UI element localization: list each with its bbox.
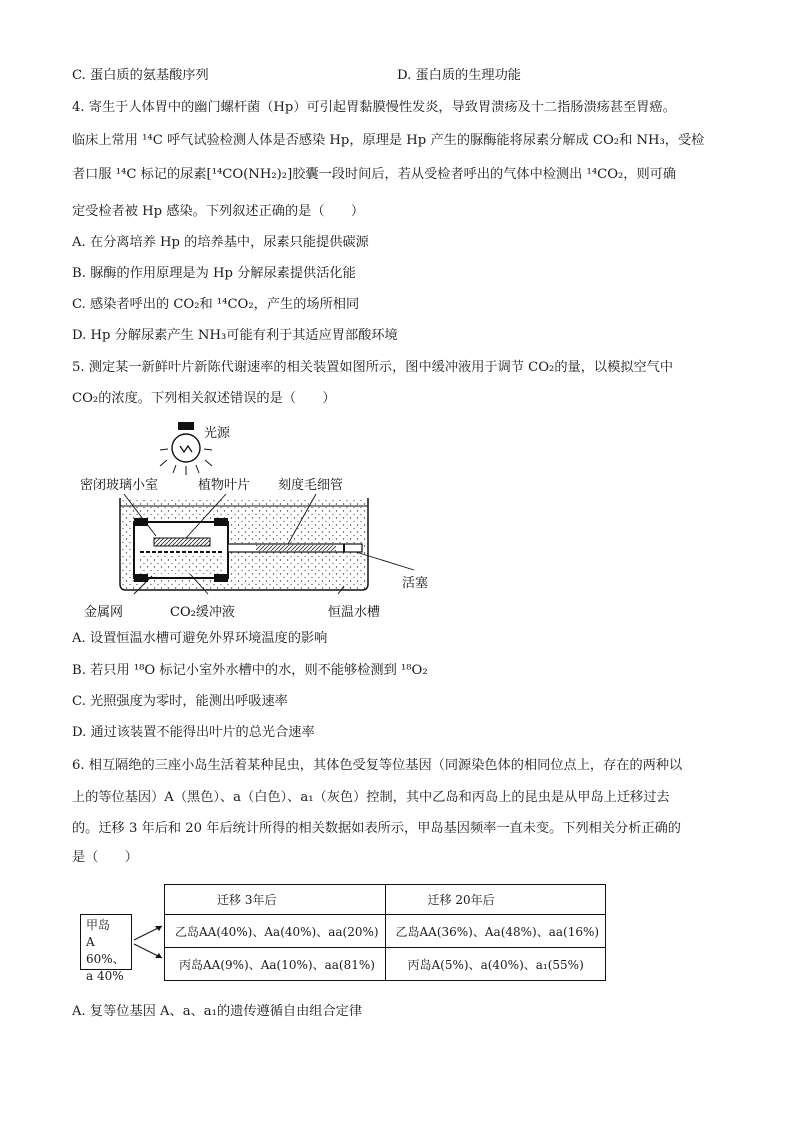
- q6-option-a: A. 复等位基因 A、a、a₁的遗传遵循自由组合定律: [72, 1004, 363, 1019]
- cell-yi-20y: 乙岛AA(36%)、Aa(48%)、aa(16%): [385, 915, 606, 948]
- label-piston: 活塞: [402, 576, 429, 591]
- header-3-years: 迁移 3年后: [165, 885, 386, 915]
- label-metal-mesh: 金属网: [84, 605, 124, 620]
- label-buffer: CO₂缓冲液: [170, 605, 235, 620]
- apparatus-figure: [76, 418, 436, 624]
- source-island-a-lower: a 40%: [86, 969, 124, 983]
- q4-stem-line4: 定受检者被 Hp 感染。下列叙述正确的是（ ）: [72, 204, 365, 219]
- q5-option-b: B. 若只用 ¹⁸O 标记小室外水槽中的水，则不能够检测到 ¹⁸O₂: [72, 663, 428, 678]
- migration-arrows: [132, 914, 168, 970]
- q5-stem-line2: CO₂的浓度。下列相关叙述错误的是（ ）: [72, 391, 336, 406]
- leaf: [154, 538, 210, 546]
- q4-option-d: D. Hp 分解尿素产生 NH₃可能有利于其适应胃部酸环境: [72, 328, 398, 343]
- label-chamber: 密闭玻璃小室: [80, 478, 159, 493]
- gene-frequency-table: [164, 884, 606, 981]
- q4-option-c: C. 感染者呼出的 CO₂和 ¹⁴CO₂，产生的场所相同: [72, 297, 360, 312]
- q4-stem-line2: 临床上常用 ¹⁴C 呼气试验检测人体是否感染 Hp，原理是 Hp 产生的脲酶能将尿素分解成 CO₂和 NH₃，受检: [72, 133, 705, 148]
- q6-stem-line4: 是（ ）: [72, 850, 138, 865]
- option-d-q3: D. 蛋白质的生理功能: [397, 68, 521, 83]
- label-water-bath: 恒温水槽: [328, 605, 381, 620]
- q4-option-b: B. 脲酶的作用原理是为 Hp 分解尿素提供活化能: [72, 266, 356, 281]
- q5-stem-line1: 5. 测定某一新鲜叶片新陈代谢速率的相关装置如图所示，图中缓冲液用于调节 CO₂的量，以模拟空气中: [72, 360, 674, 375]
- source-island-box: [80, 914, 132, 983]
- source-island-name: 甲岛: [86, 918, 111, 932]
- source-island-a-upper: A 60%、: [86, 935, 125, 966]
- label-light-source: 光源: [204, 426, 231, 441]
- label-leaf: 植物叶片: [198, 478, 251, 493]
- q6-stem-line1: 6. 相互隔绝的三座小岛生活着某种昆虫，其体色受复等位基因（同源染色体的相同位点上，存在的两种以: [72, 758, 683, 773]
- q6-stem-line2: 上的等位基因）A（黑色）、a（白色）、a₁（灰色）控制，其中乙岛和丙岛上的昆虫是从甲岛上迁移过去: [72, 790, 670, 805]
- cell-bing-3y: 丙岛AA(9%)、Aa(10%)、aa(81%): [165, 948, 386, 981]
- header-20-years: 迁移 20年后: [385, 885, 606, 915]
- q6-stem-line3: 的。迁移 3 年后和 20 年后统计所得的相关数据如表所示，甲岛基因频率一直未变。下列相关分析正确的: [72, 821, 681, 836]
- option-c-q3: C. 蛋白质的氨基酸序列: [72, 68, 209, 83]
- gene-frequency-figure: [80, 884, 610, 984]
- cell-bing-20y: 丙岛A(5%)、a(40%)、a₁(55%): [385, 948, 606, 981]
- q4-stem-line3: 者口服 ¹⁴C 标记的尿素[¹⁴CO(NH₂)₂]胶囊一段时间后，若从受检者呼出的气体中检测出 ¹⁴CO₂，则可确: [72, 167, 677, 182]
- q4-stem-line1: 4. 寄生于人体胃中的幽门螺杆菌（Hp）可引起胃黏膜慢性发炎，导致胃溃疡及十二指肠溃疡甚至胃癌。: [72, 100, 676, 115]
- q4-option-a: A. 在分离培养 Hp 的培养基中，尿素只能提供碳源: [72, 235, 369, 250]
- q5-option-a: A. 设置恒温水槽可避免外界环境温度的影响: [72, 631, 328, 646]
- q5-option-c: C. 光照强度为零时，能测出呼吸速率: [72, 694, 288, 709]
- cell-yi-3y: 乙岛AA(40%)、Aa(40%)、aa(20%): [165, 915, 386, 948]
- q5-option-d: D. 通过该装置不能得出叶片的总光合速率: [72, 725, 315, 740]
- label-capillary: 刻度毛细管: [278, 478, 344, 493]
